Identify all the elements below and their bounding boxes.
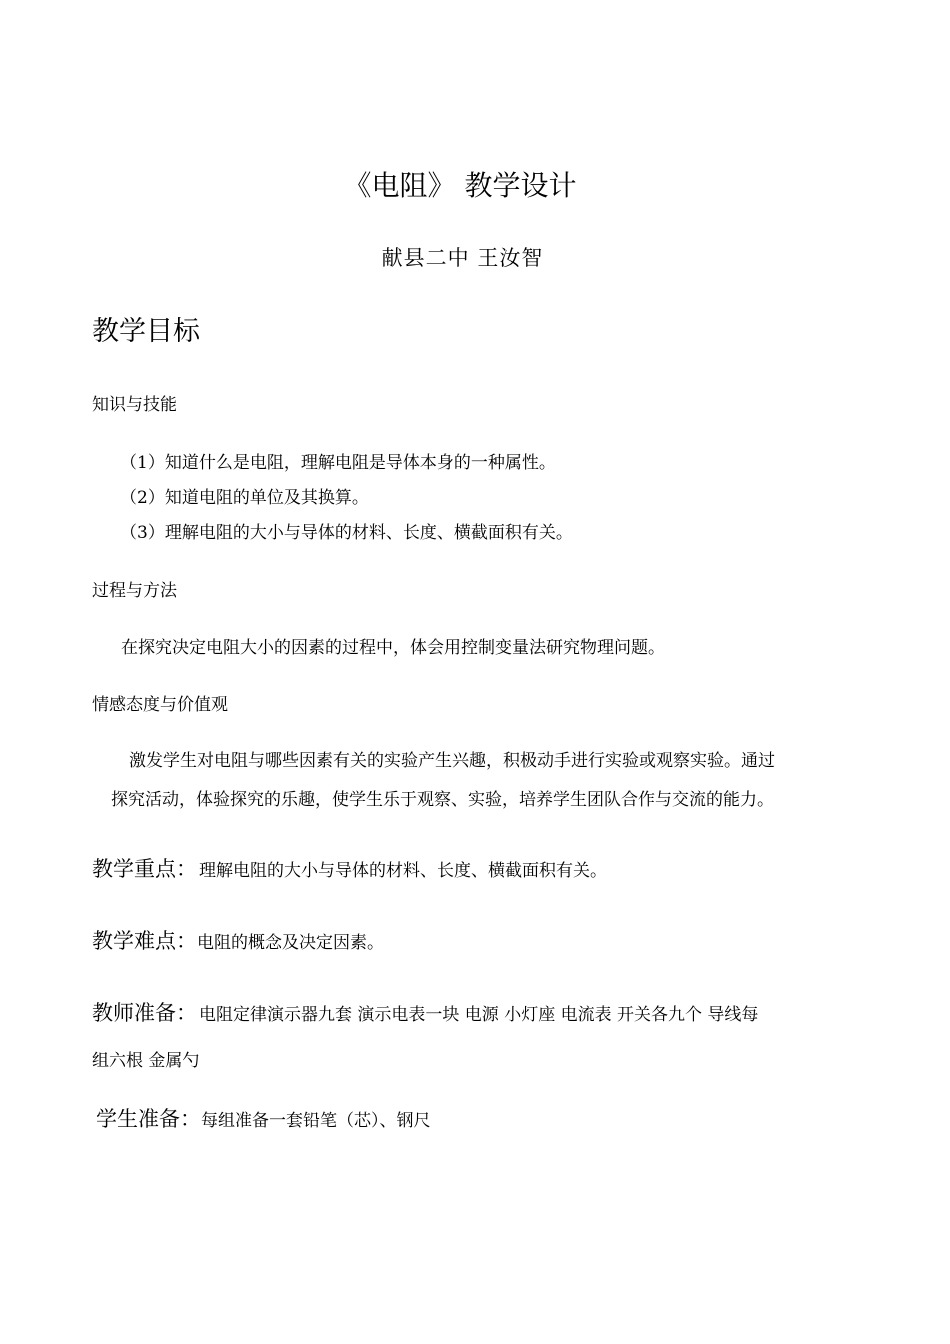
difficulty-row	[92, 931, 384, 952]
teacher-prep-row	[92, 1003, 758, 1024]
process-methods-text: 在探究决定电阻大小的因素的过程中，体会用控制变量法研究物理问题。	[121, 638, 665, 658]
subheading-knowledge-skills: 知识与技能	[92, 395, 177, 415]
author-line: 献县二中 王汝智	[381, 246, 544, 270]
teacher-prep-label: 教师准备：	[92, 1001, 197, 1025]
emotion-values-text-line-1: 激发学生对电阻与哪些因素有关的实验产生兴趣，积极动手进行实验或观察实验。通过	[129, 751, 775, 771]
document-title: 《电阻》 教学设计	[343, 169, 577, 202]
objective-item-3: （3）理解电阻的大小与导体的材料、长度、横截面积有关。	[120, 523, 573, 543]
difficulty-label: 教学难点：	[92, 929, 197, 953]
subheading-process-methods: 过程与方法	[92, 581, 177, 601]
teacher-prep-text-line-1: 电阻定律演示器九套 演示电表一块 电源 小灯座 电流表 开关各九个 导线每	[199, 1005, 759, 1025]
key-point-label: 教学重点：	[92, 857, 197, 881]
emotion-values-text-line-2: 探究活动，体验探究的乐趣，使学生乐于观察、实验，培养学生团队合作与交流的能力。	[111, 790, 774, 810]
subheading-emotion-values: 情感态度与价值观	[92, 695, 228, 715]
student-prep-label: 学生准备：	[96, 1107, 201, 1131]
key-point-text: 理解电阻的大小与导体的材料、长度、横截面积有关。	[199, 861, 607, 881]
objective-item-2: （2）知道电阻的单位及其换算。	[120, 488, 369, 508]
teacher-prep-text-line-2: 组六根 金属勺	[92, 1051, 200, 1071]
section-heading-teaching-objectives: 教学目标	[92, 316, 200, 347]
objective-item-1: （1）知道什么是电阻，理解电阻是导体本身的一种属性。	[120, 453, 556, 473]
student-prep-text: 每组准备一套铅笔（芯）、钢尺	[201, 1111, 431, 1131]
difficulty-text: 电阻的概念及决定因素。	[197, 933, 384, 953]
key-point-row	[92, 859, 607, 880]
student-prep-row	[96, 1109, 431, 1130]
